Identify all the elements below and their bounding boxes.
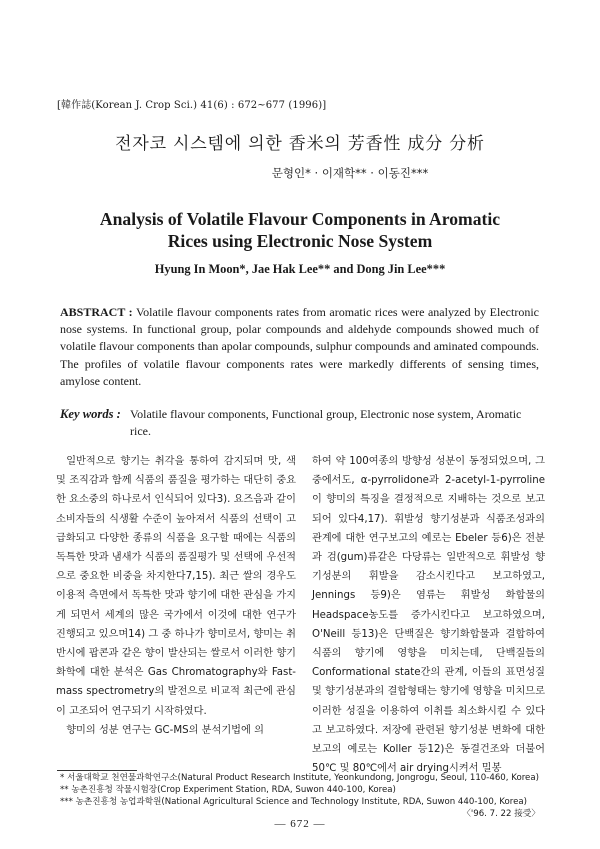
english-title-line-1: Analysis of Volatile Flavour Components in Aromatic (99, 209, 501, 229)
keywords-text: Volatile flavour components, Functional group, Electronic nose system, Aromatic rice. (130, 407, 522, 439)
keywords-label: Key words : (60, 407, 121, 421)
abstract-text: Volatile flavour components rates from aromatic rices were analyzed by Electronic nose systems. In functional group, polar compounds and aldehyde compounds showed much of volatile flavour components than apolar compounds, sulphur compounds and aminated compounds. The profiles of volatile flavour components rates were markedly differents of sensing times, amylose content. (60, 305, 539, 388)
abstract (60, 304, 539, 390)
footnote-2: ** 농촌진흥청 작물시험장(Crop Experiment Station, RDA, Suwon 440-100, Korea) (60, 784, 396, 795)
body-paragraph: 향미의 성분 연구는 GC-MS의 분석기법에 의 (66, 724, 264, 736)
korean-authors: 문형인* · 이재학** · 이동진*** (271, 166, 429, 180)
english-title (0, 208, 600, 252)
body-right-column (312, 452, 545, 778)
body-paragraph: 일반적으로 향기는 취각을 통하여 감지되며 맛, 색 및 조직감과 함께 식품의 품질을 평가하는 대단히 중요한 요소중의 하나로서 인식되어 있다3). 요즈음과 같이 소비자들의 식생활 수준이 높아져서 식품의 선택이 고급화되고 다양한 종류의 식품을 요구할 때에는 식품의 독특한 맛과 냄새가 식품의 품질평가 및 선택에 우선적으로 중요한 비중을 차지한다7,15). 최근 쌀의 경우도 이용적 측면에서 독특한 맛과 향기에 대한 관심을 가지게 되면서 세계의 많은 국가에서 이것에 대한 연구가 진행되고 있으며14) 그 중 하나가 향미로서, 향미는 취반시에 팝콘과 같은 향이 발산되는 쌀로서 이러한 향기화학에 대한 분석은 Gas Chromatography와 Fast-mass spectrometry의 발전으로 비교적 최근에 관심이 고조되어 연구되기 시작하였다. (56, 456, 296, 717)
abstract-label: ABSTRACT : (60, 305, 133, 319)
footnote-separator (57, 770, 137, 771)
page-number: — 672 — (274, 818, 326, 830)
korean-title: 전자코 시스템에 의한 香米의 芳香性 成分 分析 (115, 134, 485, 154)
footnote-3: *** 농촌진흥청 농업과학원(National Agricultural Science and Technology Institute, RDA, Suwon 440-100, Korea) (60, 796, 528, 807)
footnote-1: * 서울대학교 천연물과학연구소(Natural Product Research Institute, Yeonkundong, Jongrogu, Seoul, 110-460, Korea) (60, 773, 539, 783)
body-left-column (56, 452, 296, 740)
received-date: 〈'96. 7. 22 接受〉 (462, 809, 540, 820)
body-paragraph: 하여 약 100여종의 방향성 성분이 동정되었으며, 그중에서도, α-pyrrolidone과 2-acetyl-1-pyrroline이 향미의 특징을 결정적으로 지배하는 것으로 보고 되어 있다4,17). 휘발성 향기성분과 식품조성과의 관계에 대한 연구보고의 예로는 Ebeler 등6)은 전분과 검(gum)류같은 다당류는 일반적으로 휘발성 향기성분의 휘발을 감소시킨다고 보고하였고, Jennings 등9)은 염류는 휘발성 화합물의 Headspace농도를 증가시킨다고 보고하였으며, O'Neill 등13)은 단백질은 향기화합물과 결합하여 식품의 향기에 영향을 미치는데, 단백질들의 Conformational state간의 관계, 이들의 표면성질 및 향기성분과의 결합형태는 향기에 영향을 미치므로 이러한 성질을 이용하여 이취를 최소화시킬 수 있다고 보고하였다. 저장에 관련된 향기성분 변화에 대한 보고의 예로는 Koller 등12)은 동결건조와 더불어 50℃ 및 80℃에서 air drying시켜서 밀봉 (312, 456, 545, 775)
footnotes (60, 773, 540, 821)
english-title-line-2: Rices using Electronic Nose System (167, 231, 433, 251)
english-authors: Hyung In Moon*, Jae Hak Lee** and Dong Jin Lee*** (154, 262, 446, 276)
journal-citation: [韓作誌(Korean J. Crop Sci.) 41(6) : 672~677 (1996)] (57, 100, 327, 111)
keywords (60, 406, 539, 440)
